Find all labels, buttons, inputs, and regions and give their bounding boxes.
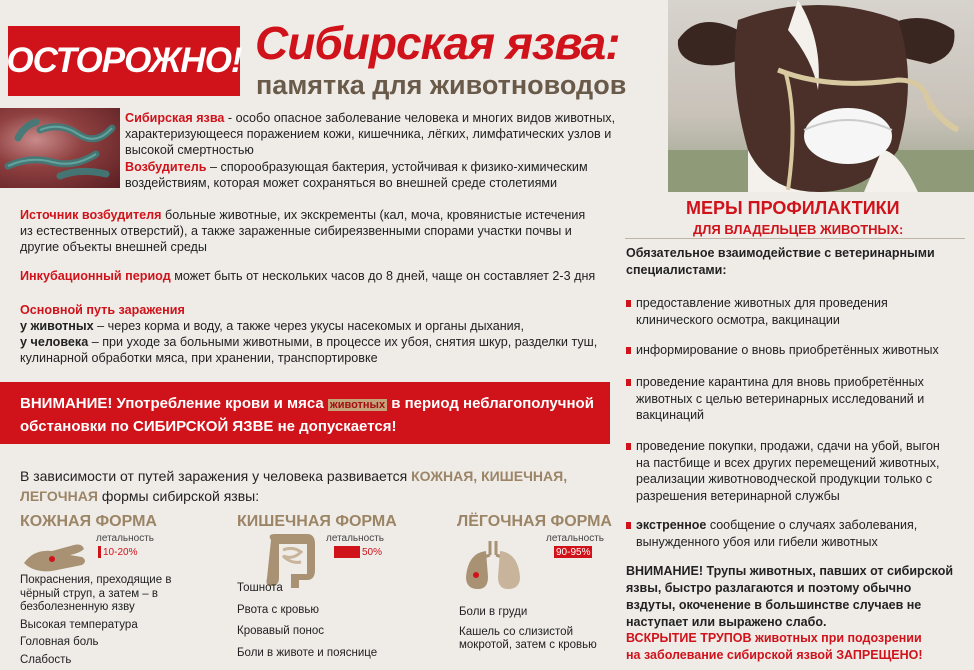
symptom: Высокая температура <box>20 618 138 631</box>
pathogen-paragraph: Возбудитель – спорообразующая бактерия, устойчивая к физико-химическим воздействиям, которая может сохраняться во внешней среде столетиями <box>125 160 588 190</box>
autopsy-forbidden: ВСКРЫТИЕ ТРУПОВ животных при подозрении на заболевание сибирской язвой ЗАПРЕЩЕНО! <box>626 631 923 662</box>
calf-photo <box>668 0 974 192</box>
page-subtitle: памятка для животноводов <box>256 70 627 100</box>
symptom: Боли в животе и пояснице <box>237 646 378 659</box>
warning-banner-text: ВНИМАНИЕ! Употребление крови и мяса животных в период неблагополучной обстановки по СИБИРСКОЙ ЯЗВЕ не допускается! <box>20 395 594 435</box>
skin-letal-bar <box>98 546 156 558</box>
intestinal-letal-label: летальность <box>326 533 385 544</box>
banner-highlight: животных <box>329 399 386 411</box>
pulmonary-form-title: ЛЁГОЧНАЯ ФОРМА <box>457 513 612 530</box>
pulmonary-letal-value: 90-95% <box>556 546 591 558</box>
prevention-item: информирование о вновь приобретённых животных <box>626 342 966 359</box>
prevention-lead: Обязательное взаимодействие с ветеринарными специалистами: <box>626 246 935 277</box>
pathogen-term: Возбудитель <box>125 160 207 174</box>
source-term: Источник возбудителя <box>20 208 162 222</box>
lungs-icon <box>462 537 524 598</box>
corpse-attention: ВНИМАНИЕ! Трупы животных, павших от сибирской язвы, быстро разлагаются и поэтому обычно вздуты, окоченение в большинстве случаев не наступает или выражено слабо. <box>626 564 954 629</box>
symptom: Головная боль <box>20 636 99 648</box>
page-title: Сибирская язва: <box>255 17 620 69</box>
intro-definition: Сибирская язва - особо опасное заболевание человека и многих видов животных, характеризующееся поражением кожи, кишечника, лёгких, лимфатических узлов и высокой смертностью <box>125 111 616 157</box>
symptom: Слабость <box>20 653 72 666</box>
intestinal-letal-bar <box>334 546 392 558</box>
symptom: Боли в груди <box>459 606 528 618</box>
skin-letal-value: 10-20% <box>103 546 138 558</box>
warning-text: ОСТОРОЖНО! <box>6 41 242 80</box>
symptom: Тошнота <box>237 582 283 594</box>
route-section <box>20 302 610 366</box>
pulmonary-letal-label: летальность <box>546 533 605 544</box>
route-human: у человека – при уходе за больными животными, в процессе их убоя, снятия шкур, разделки туш, кулинарной обработки мяса, при хранении, транспортировке <box>20 335 598 365</box>
symptom: Кровавый понос <box>237 625 324 637</box>
pulmonary-letal-bar <box>554 546 610 558</box>
symptom: Покраснения, преходящие в чёрный струп, а затем – в безболезненную язву <box>20 574 172 613</box>
prevention-item: проведение карантина для вновь приобретённых животных с целью ветеринарных исследований и вакцинаций <box>626 374 961 424</box>
forms-intro-highlight: КОЖНАЯ, КИШЕЧНАЯ, ЛЕГОЧНАЯ <box>20 468 568 504</box>
route-animals: у животных – через корма и воду, а также через укусы насекомых и органы дыхания, <box>20 319 525 333</box>
symptom: Кашель со слизистой мокротой, затем с кровью <box>459 625 597 651</box>
warning-badge <box>8 26 240 96</box>
intestinal-letal-value: 50% <box>362 546 383 558</box>
prevention-subtitle: ДЛЯ ВЛАДЕЛЬЦЕВ ЖИВОТНЫХ: <box>693 222 904 237</box>
intestinal-form-title: КИШЕЧНАЯ ФОРМА <box>237 513 397 530</box>
prevention-title: МЕРЫ ПРОФИЛАКТИКИ <box>686 198 900 218</box>
incubation-paragraph: Инкубационный период может быть от нескольких часов до 8 дней, чаще он составляет 2-3 дня <box>20 269 596 283</box>
prevention-item: проведение покупки, продажи, сдачи на убой, выгон на пастбище и всех других перемещений животных, реализации животноводческой продукции только с разрешения ветеринарной службы <box>626 438 956 504</box>
bacteria-image <box>0 108 120 188</box>
forms-intro: В зависимости от путей заражения у человека развивается КОЖНАЯ, КИШЕЧНАЯ, ЛЕГОЧНАЯ формы сибирской язвы: <box>20 468 568 504</box>
symptom: Рвота с кровью <box>237 603 320 616</box>
source-paragraph: Источник возбудителя больные животные, их экскременты (кал, моча, кровянистые истечения из естественных отверстий), а также зараженные сибиреязвенными спорами участки почвы и другие объекты внешней среды <box>20 208 586 254</box>
route-title: Основной путь заражения <box>20 303 185 317</box>
intro-term: Сибирская язва <box>125 111 225 125</box>
incubation-term: Инкубационный период <box>20 269 171 283</box>
skin-letal-label: летальность <box>96 533 155 544</box>
pulmonary-symptoms <box>459 606 609 653</box>
divider <box>625 238 965 239</box>
prevention-item: предоставление животных для проведения клинического осмотра, вакцинации <box>626 295 956 328</box>
skin-symptoms <box>20 574 180 667</box>
prevention-item-emergency: экстренное сообщение о случаях заболевания, вынужденного убоя или гибели животных <box>626 517 946 550</box>
skin-form-title: КОЖНАЯ ФОРМА <box>20 513 157 530</box>
intestinal-symptoms <box>237 582 397 660</box>
